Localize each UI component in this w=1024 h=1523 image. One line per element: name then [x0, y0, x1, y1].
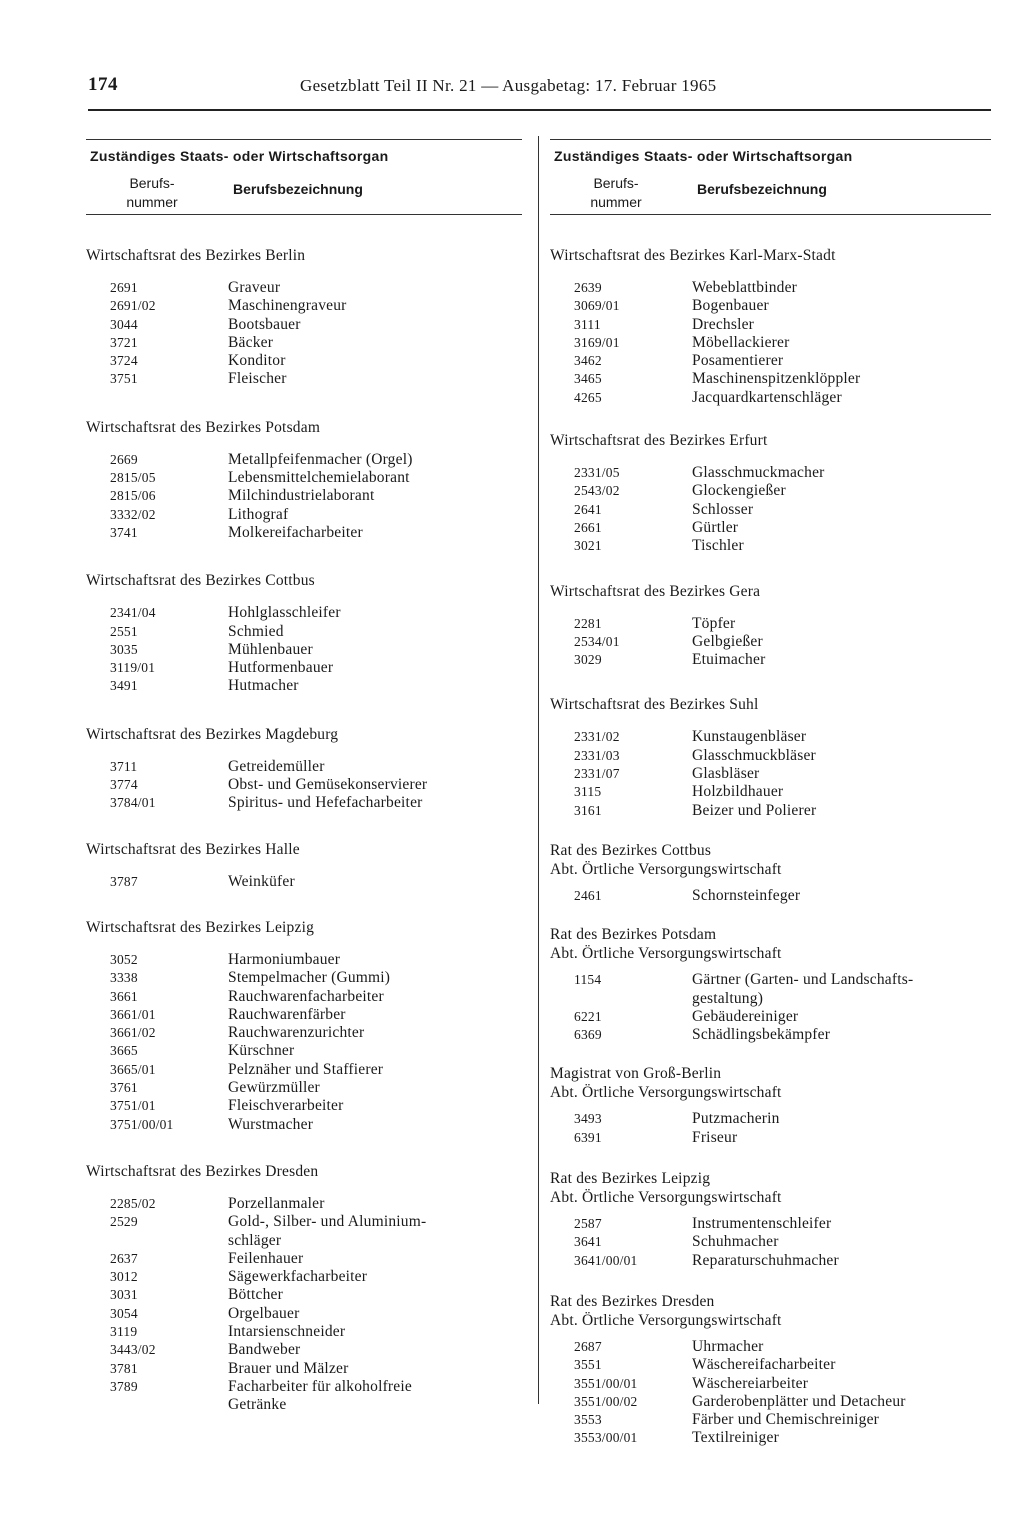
- page-number: 174: [88, 74, 118, 95]
- occupation-number: 3052: [110, 951, 138, 967]
- occupation-term: Lebensmittelchemielaborant: [228, 469, 410, 487]
- occupation-number: 3661/01: [110, 1006, 156, 1022]
- occupation-number: 1154: [574, 972, 602, 988]
- column-header-organ: Zuständiges Staats- oder Wirtschaftsorgan: [554, 148, 853, 164]
- occupation-number: 3044: [110, 316, 138, 332]
- occupation-number: 3641: [574, 1234, 602, 1250]
- occupation-term: Harmoniumbauer: [228, 950, 341, 968]
- section: [550, 841, 991, 905]
- entry-row: [86, 506, 522, 524]
- column-header-organ: Zuständiges Staats- oder Wirtschaftsorgan: [90, 148, 389, 164]
- occupation-number: 3338: [110, 970, 138, 986]
- entry-row: [550, 389, 991, 407]
- occupation-number: 3035: [110, 641, 138, 657]
- occupation-term: Rauchwarenzurichter: [228, 1024, 365, 1042]
- entry-row: [550, 1215, 991, 1233]
- occupation-number: 3069/01: [574, 298, 620, 314]
- occupation-term: Bootsbauer: [228, 315, 301, 333]
- entry-row: [550, 1429, 991, 1447]
- occupation-term: Tischler: [692, 537, 744, 555]
- occupation-term: Gold-, Silber- und Aluminium- schläger: [228, 1213, 427, 1249]
- entry-row: [86, 969, 522, 987]
- occupation-number: 2691/02: [110, 298, 156, 314]
- entry-row: [86, 641, 522, 659]
- entry-row: [86, 1305, 522, 1323]
- entry-row: [550, 1008, 991, 1026]
- occupation-term: Uhrmacher: [692, 1337, 764, 1355]
- entry-row: [550, 747, 991, 765]
- entry-row: [86, 873, 522, 891]
- entry-row: [550, 1375, 991, 1393]
- occupation-term: Etuimacher: [692, 651, 766, 669]
- occupation-term: Konditor: [228, 352, 286, 370]
- section-title: Rat des Bezirkes Dresden Abt. Örtliche Versorgungswirtschaft: [550, 1292, 782, 1329]
- section: [86, 918, 522, 1134]
- entry-row: [86, 1097, 522, 1115]
- entry-row: [86, 1268, 522, 1286]
- entry-row: [550, 537, 991, 555]
- occupation-number: 2331/02: [574, 729, 620, 745]
- occupation-term: Wäschereifacharbeiter: [692, 1356, 836, 1374]
- occupation-number: 3551: [574, 1357, 602, 1373]
- entry-row: [550, 971, 991, 1008]
- occupation-term: Maschinengraveur: [228, 297, 347, 315]
- entry-row: [550, 1411, 991, 1429]
- entry-row: [86, 469, 522, 487]
- occupation-term: Gebäudereiniger: [692, 1007, 799, 1025]
- occupation-number: 2534/01: [574, 633, 620, 649]
- occupation-number: 3551/00/02: [574, 1393, 638, 1409]
- entry-row: [86, 659, 522, 677]
- section: [550, 1292, 991, 1448]
- entry-row: [550, 1338, 991, 1356]
- occupation-number: 3774: [110, 777, 138, 793]
- occupation-number: 3119: [110, 1323, 138, 1339]
- occupation-term: Hutformenbauer: [228, 659, 334, 677]
- occupation-term: Gärtner (Garten- und Landschafts- gestaltung): [692, 971, 914, 1007]
- occupation-term: Molkereifacharbeiter: [228, 523, 363, 541]
- occupation-term: Glasschmuckbläser: [692, 746, 816, 764]
- occupation-number: 3553: [574, 1412, 602, 1428]
- occupation-number: 3111: [574, 316, 601, 332]
- occupation-number: 3031: [110, 1287, 138, 1303]
- occupation-number: 3119/01: [110, 660, 156, 676]
- entry-row: [86, 623, 522, 641]
- entry-row: [550, 1026, 991, 1044]
- occupation-term: Metallpfeifenmacher (Orgel): [228, 450, 413, 468]
- entry-row: [550, 370, 991, 388]
- occupation-term: Graveur: [228, 279, 281, 296]
- entry-row: [86, 1341, 522, 1359]
- occupation-number: 2285/02: [110, 1195, 156, 1211]
- occupation-number: 3465: [574, 371, 602, 387]
- column-header-term: Berufsbezeichnung: [697, 181, 827, 197]
- entry-row: [550, 482, 991, 500]
- occupation-number: 3553/00/01: [574, 1430, 638, 1446]
- occupation-number: 2529: [110, 1214, 138, 1230]
- section-title: Wirtschaftsrat des Bezirkes Karl-Marx-Stadt: [550, 247, 836, 264]
- entry-row: [550, 765, 991, 783]
- section-title: Wirtschaftsrat des Bezirkes Dresden: [86, 1162, 319, 1180]
- occupation-number: 2341/04: [110, 605, 156, 621]
- occupation-number: 2691: [110, 280, 138, 295]
- section-title: Magistrat von Groß-Berlin Abt. Örtliche Versorgungswirtschaft: [550, 1065, 782, 1102]
- occupation-number: 2587: [574, 1216, 602, 1232]
- entry-row: [86, 1213, 522, 1250]
- entry-row: [86, 1006, 522, 1024]
- occupation-number: 3641/00/01: [574, 1252, 638, 1268]
- entry-row: [550, 316, 991, 334]
- occupation-term: Fleischer: [228, 370, 287, 388]
- section: [550, 695, 991, 819]
- occupation-number: 3012: [110, 1269, 138, 1285]
- occupation-number: 3161: [574, 802, 602, 818]
- occupation-term: Brauer und Mälzer: [228, 1359, 349, 1377]
- occupation-term: Posamentierer: [692, 352, 784, 370]
- occupation-term: Kunstaugenbläser: [692, 728, 807, 746]
- entry-row: [86, 604, 522, 622]
- occupation-term: Kürschner: [228, 1042, 295, 1060]
- occupation-term: Glasbläser: [692, 765, 760, 783]
- occupation-number: 4265: [574, 389, 602, 405]
- occupation-term: Bandweber: [228, 1341, 301, 1359]
- column-divider: [538, 136, 539, 1404]
- occupation-term: Schornsteinfeger: [692, 886, 801, 904]
- entry-row: [550, 519, 991, 537]
- occupation-term: Mühlenbauer: [228, 640, 313, 658]
- entry-row: [86, 297, 522, 315]
- occupation-number: 2331/03: [574, 747, 620, 763]
- occupation-number: 3551/00/01: [574, 1375, 638, 1391]
- occupation-term: Porzellanmaler: [228, 1194, 325, 1212]
- entry-row: [86, 776, 522, 794]
- section-title: Wirtschaftsrat des Bezirkes Cottbus: [86, 572, 315, 590]
- right-column: [550, 139, 991, 1448]
- section-title: Wirtschaftsrat des Bezirkes Magdeburg: [86, 725, 339, 743]
- section-title: Wirtschaftsrat des Bezirkes Halle: [86, 840, 300, 858]
- occupation-term: Fleischverarbeiter: [228, 1097, 344, 1115]
- occupation-number: 3169/01: [574, 334, 620, 350]
- occupation-number: 2637: [110, 1250, 138, 1266]
- entry-row: [86, 487, 522, 505]
- column-header-number: Berufs- nummer: [126, 175, 178, 210]
- occupation-term: Weinküfer: [228, 872, 295, 890]
- occupation-number: 2669: [110, 451, 138, 467]
- left-column: [86, 139, 522, 1414]
- entry-row: [550, 802, 991, 820]
- occupation-number: 6391: [574, 1129, 602, 1145]
- occupation-number: 3784/01: [110, 795, 156, 811]
- occupation-number: 3761: [110, 1080, 138, 1096]
- occupation-term: Feilenhauer: [228, 1249, 304, 1267]
- occupation-number: 2543/02: [574, 483, 620, 499]
- column-header: [550, 139, 991, 215]
- occupation-term: Instrumentenschleifer: [692, 1215, 832, 1233]
- section-title: Rat des Bezirkes Cottbus Abt. Örtliche Versorgungswirtschaft: [550, 841, 782, 878]
- entry-row: [550, 464, 991, 482]
- entry-row: [550, 651, 991, 669]
- occupation-number: 2461: [574, 887, 602, 903]
- entry-row: [86, 352, 522, 370]
- section-title: Wirtschaftsrat des Bezirkes Potsdam: [86, 418, 321, 436]
- section-title: Rat des Bezirkes Potsdam Abt. Örtliche Versorgungswirtschaft: [550, 926, 782, 963]
- entry-row: [86, 1042, 522, 1060]
- occupation-number: 3332/02: [110, 506, 156, 522]
- occupation-term: Gürtler: [692, 518, 739, 536]
- entry-row: [550, 1252, 991, 1270]
- occupation-term: Maschinenspitzenklöppler: [692, 370, 861, 388]
- column-header-number: Berufs- nummer: [590, 175, 642, 210]
- occupation-term: Böttcher: [228, 1286, 283, 1304]
- occupation-term: Drechsler: [692, 315, 755, 333]
- entry-row: [550, 783, 991, 801]
- occupation-number: 2641: [574, 501, 602, 517]
- occupation-number: 3711: [110, 758, 138, 774]
- occupation-term: Schlosser: [692, 500, 754, 518]
- column-header-term: Berufsbezeichnung: [233, 181, 363, 197]
- occupation-term: Schmied: [228, 622, 284, 640]
- occupation-term: Spiritus- und Hefefacharbeiter: [228, 794, 423, 812]
- entry-row: [550, 279, 991, 297]
- section-title: Wirtschaftsrat des Bezirkes Erfurt: [550, 432, 768, 450]
- right-sections: [550, 246, 991, 1448]
- entry-row: [86, 1250, 522, 1268]
- occupation-number: 2815/05: [110, 470, 156, 486]
- entry-row: [86, 1116, 522, 1134]
- section: [550, 582, 991, 670]
- occupation-term: Obst- und Gemüsekonservierer: [228, 776, 428, 794]
- occupation-term: Stempelmacher (Gummi): [228, 969, 391, 987]
- occupation-term: Färber und Chemischreiniger: [692, 1411, 880, 1429]
- occupation-term: Sägewerkfacharbeiter: [228, 1268, 368, 1286]
- occupation-term: Wäschereiarbeiter: [692, 1374, 809, 1392]
- occupation-term: Reparaturschuhmacher: [692, 1251, 839, 1269]
- entry-row: [550, 501, 991, 519]
- section: [86, 571, 522, 695]
- occupation-term: Schuhmacher: [692, 1233, 779, 1251]
- entry-row: [550, 728, 991, 746]
- occupation-number: 2639: [574, 280, 602, 295]
- occupation-number: 3443/02: [110, 1342, 156, 1358]
- entry-row: [86, 1024, 522, 1042]
- header-rule: [88, 109, 991, 111]
- occupation-term: Möbellackierer: [692, 333, 790, 351]
- occupation-number: 3029: [574, 652, 602, 668]
- occupation-number: 3665: [110, 1043, 138, 1059]
- section: [550, 246, 991, 407]
- occupation-number: 2551: [110, 623, 138, 639]
- entry-row: [86, 370, 522, 388]
- occupation-number: 3493: [574, 1111, 602, 1127]
- entry-row: [86, 316, 522, 334]
- occupation-number: 3741: [110, 524, 138, 540]
- occupation-term: Rauchwarenfärber: [228, 1005, 346, 1023]
- occupation-number: 2331/07: [574, 766, 620, 782]
- occupation-number: 3787: [110, 873, 138, 889]
- entry-row: [86, 1195, 522, 1213]
- section: [550, 925, 991, 1044]
- section-title: Wirtschaftsrat des Bezirkes Gera: [550, 582, 761, 600]
- entry-row: [86, 758, 522, 776]
- section: [550, 1064, 991, 1147]
- left-sections: [86, 246, 522, 1414]
- occupation-number: 3789: [110, 1378, 138, 1394]
- occupation-term: Intarsienschneider: [228, 1322, 346, 1340]
- section: [550, 431, 991, 555]
- occupation-number: 3665/01: [110, 1061, 156, 1077]
- entry-row: [550, 1110, 991, 1128]
- occupation-term: Beizer und Polierer: [692, 801, 817, 819]
- occupation-number: 2281: [574, 615, 602, 631]
- occupation-term: Textilreiniger: [692, 1429, 779, 1447]
- entry-row: [86, 677, 522, 695]
- occupation-term: Rauchwarenfacharbeiter: [228, 987, 384, 1005]
- occupation-term: Milchindustrielaborant: [228, 487, 375, 505]
- occupation-number: 3661/02: [110, 1025, 156, 1041]
- entry-row: [86, 1378, 522, 1415]
- occupation-number: 2687: [574, 1338, 602, 1354]
- entry-row: [86, 1079, 522, 1097]
- entry-row: [86, 524, 522, 542]
- entry-row: [86, 279, 522, 297]
- occupation-number: 3491: [110, 678, 138, 694]
- entry-row: [550, 1356, 991, 1374]
- occupation-number: 3781: [110, 1360, 138, 1376]
- occupation-term: Orgelbauer: [228, 1304, 300, 1322]
- entry-row: [550, 615, 991, 633]
- entry-row: [550, 297, 991, 315]
- occupation-term: Pelznäher und Staffierer: [228, 1060, 384, 1078]
- occupation-term: Lithograf: [228, 505, 289, 523]
- occupation-number: 2815/06: [110, 488, 156, 504]
- occupation-number: 3751/01: [110, 1098, 156, 1114]
- entry-row: [86, 794, 522, 812]
- section-title: Rat des Bezirkes Leipzig Abt. Örtliche Versorgungswirtschaft: [550, 1170, 782, 1207]
- occupation-term: Bogenbauer: [692, 297, 769, 315]
- column-header: [86, 139, 522, 215]
- entry-row: [86, 1061, 522, 1079]
- occupation-number: 3724: [110, 353, 138, 369]
- occupation-term: Getreidemüller: [228, 757, 325, 775]
- section: [86, 840, 522, 891]
- occupation-term: Glasschmuckmacher: [692, 464, 825, 482]
- occupation-term: Hohlglasschleifer: [228, 604, 341, 622]
- entry-row: [86, 951, 522, 969]
- entry-row: [86, 1360, 522, 1378]
- entry-row: [550, 1233, 991, 1251]
- occupation-number: 6369: [574, 1027, 602, 1043]
- occupation-term: Bäcker: [228, 333, 274, 351]
- entry-row: [550, 334, 991, 352]
- occupation-number: 3661: [110, 988, 138, 1004]
- entry-row: [86, 988, 522, 1006]
- entry-row: [550, 1393, 991, 1411]
- occupation-term: Putzmacherin: [692, 1110, 780, 1128]
- section: [86, 418, 522, 542]
- occupation-term: Webeblattbinder: [692, 279, 798, 296]
- occupation-term: Friseur: [692, 1128, 738, 1146]
- occupation-term: Garderobenplätter und Detacheur: [692, 1392, 906, 1410]
- occupation-number: 3462: [574, 353, 602, 369]
- occupation-term: Facharbeiter für alkoholfreie Getränke: [228, 1377, 412, 1414]
- section: [86, 725, 522, 813]
- occupation-term: Jacquardkartenschläger: [692, 388, 842, 406]
- entry-row: [550, 352, 991, 370]
- occupation-number: 6221: [574, 1008, 602, 1024]
- occupation-term: Wurstmacher: [228, 1115, 314, 1133]
- entry-row: [86, 1323, 522, 1341]
- section-title: Wirtschaftsrat des Bezirkes Suhl: [550, 696, 759, 714]
- section: [86, 1162, 522, 1415]
- occupation-number: 3751: [110, 371, 138, 387]
- entry-row: [86, 451, 522, 469]
- occupation-number: 2661: [574, 519, 602, 535]
- occupation-number: 3751/00/01: [110, 1116, 174, 1132]
- entry-row: [550, 633, 991, 651]
- entry-row: [86, 1286, 522, 1304]
- occupation-number: 3021: [574, 538, 602, 554]
- occupation-term: Hutmacher: [228, 677, 299, 695]
- section: [550, 1169, 991, 1270]
- occupation-term: Schädlingsbekämpfer: [692, 1026, 831, 1044]
- entry-row: [550, 887, 991, 905]
- occupation-term: Glockengießer: [692, 482, 786, 500]
- occupation-term: Gewürzmüller: [228, 1079, 320, 1097]
- entry-row: [550, 1129, 991, 1147]
- occupation-term: Töpfer: [692, 614, 736, 632]
- occupation-number: 3115: [574, 784, 602, 800]
- occupation-term: Gelbgießer: [692, 632, 763, 650]
- section-title: Wirtschaftsrat des Bezirkes Leipzig: [86, 918, 315, 936]
- occupation-term: Holzbildhauer: [692, 783, 784, 801]
- occupation-number: 2331/05: [574, 465, 620, 481]
- section: [86, 246, 522, 389]
- running-title: Gesetzblatt Teil II Nr. 21 — Ausgabetag: 17. Februar 1965: [300, 76, 717, 95]
- occupation-number: 3054: [110, 1305, 138, 1321]
- entry-row: [86, 334, 522, 352]
- occupation-number: 3721: [110, 334, 138, 350]
- section-title: Wirtschaftsrat des Bezirkes Berlin: [86, 247, 306, 264]
